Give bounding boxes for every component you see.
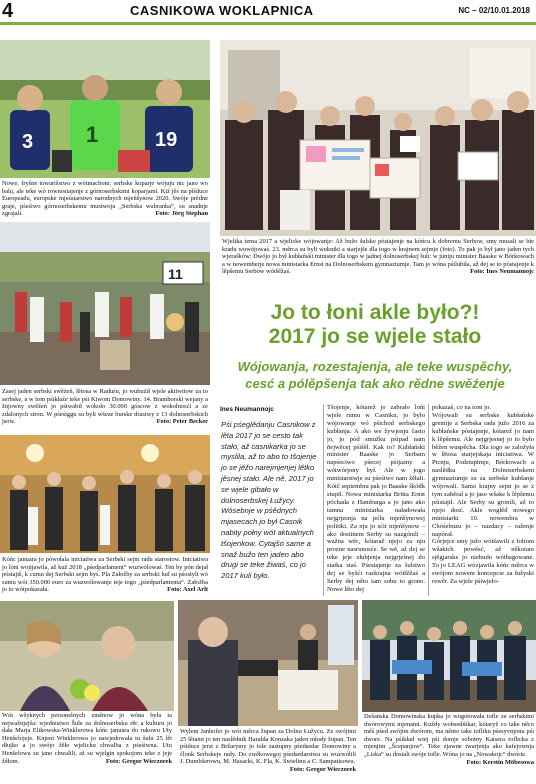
column-divider bbox=[428, 404, 429, 596]
mayor-credit: Foto: Gregor Wieczorek bbox=[289, 765, 356, 773]
subhead-line2: cesć a pólěpšenja tak ako rědne swěźenje bbox=[245, 376, 505, 391]
women-caption-text: Wót wšyknych personelnych změnow jo wóna była ta nejwažnjejša: wjednistwo Šule za dolnoserbsku rěc a kulturu jo dała Marja Elikowska-Winklerowa kóńc januara do rukowu Uty Henšelojeje. Knjeni Winklerowa jo nawjedowała tu šulu 25 lět dłujko a jo swójo žěło wjelicku chwalba z pśeśiwna. Utu Henšelowu su jano chwalili, až su wjelgin spokojom teke z jeje žěłom. bbox=[2, 712, 172, 765]
svg-text:11: 11 bbox=[168, 266, 183, 282]
award-caption bbox=[222, 238, 534, 276]
honor-caption bbox=[2, 556, 208, 594]
subhead-line1: Wójowanja, rozestajenja, ale teke wuspěchy, bbox=[237, 359, 513, 374]
award-credit: Foto: Ines Neumannojc bbox=[470, 268, 534, 276]
article-column-2: pokazaś, co na tom jo. Wójowali su serbske kubłańske gremije a Serbska rada južo 2016 za kubłańske póstajenje, kótarež jo nam k lěpšemu. Ale nejgrjesnej jo to było běžen wuspěcha. Dla togo se založyła w lětosa starjejskaja iniciatiwa. W Picnju, Podstupimje, Bórkowach a naslědku na Dolnoserbskem gymnaziumje su za serbske kubłanje wójowali. Samo krajny sejm jo se z tym zaběrał a jo jaso wšake k lěpšemu pśistajił. Ale Serby su gronili, až to njejo dosć. Akle wogłěd nowego ministarki 10. nowembra w Chóśebuzu jo – nazdacy – raženje napórał. Górjejce smy južo wótšawili z foltom wšakich powěsć, až někotare sjěgjarske jo niebudo wótbagowane. To jo LEAG wózjawiła kóńc měrca w swójom nowem koncepcie za łužyski rewěr. Za wjele pśiwjeło- bbox=[432, 404, 534, 585]
article-byline: Ines Neumannojc bbox=[220, 406, 274, 413]
festival-caption-text: Zasej jaden serbski swěźeń, lětosa w Raduśu, jo wubuźił wjele aktiwitow za to serbske, a w tom pśikłaźe teke pśi Kiwom Domowiny. 14. Bramborski wejany a žnjowny swěźeń jo pśiwabił wokoło 30.000 góscow z wokolnosći a ze zdalonych stron. W pśeśiggu su byli wšeze burske drastwy z 13 dolnoserbskich jsow. bbox=[2, 388, 208, 426]
header-rule bbox=[0, 22, 536, 25]
band-photo bbox=[362, 600, 536, 712]
svg-text:1: 1 bbox=[86, 122, 99, 147]
article-lead: Pśi pśeglědanju Casnikow z lěta 2017 jo se cesto tak stało, až casnikarka jo se myslila, až to abo to tšojenje jo se jěžo narejmjenjej lětko jěsnej stało. Ale ně, 2017 jo se wjele gibało w dolnoserbskej Łužycy. Wósebnje w pśědnych mjasecach jo był Casnik nabity połny wót aktualnych tšojenkow. Cytajšo same a snaž bužo ten jaden abo drugi se teke žiwaś, co jo 2017 kuli było. bbox=[221, 420, 317, 581]
honor-credit: Foto: Axel Arlt bbox=[167, 586, 208, 594]
mayor-photo bbox=[178, 600, 358, 726]
mayor-caption-text: Wylem Janhofer jo wót měrca župan za Dolnu Łužycu. Ze swójimi 25 lětami jo ten naslědnik Haralda Konzaka jaden młody župan. Ten pśiduce jerst z Bržarymy jo tole zastupny pśedsedar Domowiny a člonk Serbskeje rady. Do zwěkowegoj pśedsedarstwa su wuzwólili J. Dumbšerowu, M. Hasacki, K. Fla, K. Świelinu a C. Sampatisowu. bbox=[180, 728, 356, 766]
band-credit: Foto: Kerstin Möbesowa bbox=[466, 758, 534, 766]
women-caption bbox=[2, 712, 172, 765]
award-caption-text: Wjelika tema 2017 a wjelicke wójowanje: Až bužo šulske póstajenje na kóńcu k dobremu Serbow, smy musali se bie kradu wuwójowaś. 23. měrca su byli wukniki a starjejše dla togo w krajnem sejmje (foto). To pak jo był jano jaden tych wjerašków: Dwójo jo był kubłański minister dla togo w jadnej dolnoserbskej šuli: w juniju minister Baaske w Bórkowach a w nowemberje nowa ministarka Ernst na Dolnoserbskem gymnaziumje. Tam jo wóna pśilubiła, až dej se to póstajenje k lěpšemu Serbow wótšěžaś. bbox=[222, 238, 534, 276]
football-photo bbox=[0, 40, 210, 178]
issue-label: NC – 02/10.01.2018 bbox=[458, 6, 530, 15]
football-caption-text: Nowe, fryšne towarišstwo z wótmachom: serbske koparje wójuju nic jano wo balu, ale teke wó rownostajenje z górnoserbskimi koparjami. Kiź jěs na píšduce Europeadu, europske mjeśstarstwo narodnych mjeńšynow 2020. Swóje prědne graje, pśeśiwo górnoserbskemu mustwoju „Serbska wubranka“, su snadnje zgrajali. bbox=[2, 180, 208, 218]
honor-caption-text: Kóńc januara jo pówołala iniciatiwa za Serbski sejm radu starostow. Iniciatiwa jo lóni wojijawila, až kuž 2018 „pśedparlament“ wuzwólowaś. Ten by pón dejał póstajiš, k cumu dej Serbski sejm byś. Pla Załožby za serbski lud su pśostyli wó sumu wót 350.000 euro za wuzwólowanje teje togo „pśedparlamenta“. Załožba jo to wótpokazała. bbox=[2, 556, 208, 594]
masthead-title: CASNIKOWA WOKLAPNICA bbox=[130, 3, 314, 18]
headline-line1: Jo to łoni akle było?! bbox=[270, 301, 480, 324]
svg-text:19: 19 bbox=[155, 129, 178, 151]
award-photo bbox=[220, 40, 536, 236]
football-credit: Foto: Jörg Stephan bbox=[155, 210, 208, 218]
festival-photo bbox=[0, 222, 210, 385]
mayor-caption bbox=[180, 728, 356, 774]
page-header bbox=[0, 0, 536, 22]
svg-text:3: 3 bbox=[22, 131, 34, 153]
column-divider bbox=[323, 404, 324, 596]
headline-line2: 2017 jo se wjele stało bbox=[268, 325, 482, 348]
football-caption bbox=[2, 180, 208, 218]
women-photo bbox=[0, 601, 174, 711]
article-column-1: Tšojenje, kótarež jo zabrało lońi wjele rumu w Casniku, jo było wójowanje wó pśichod serbskego kubłanja. A ako we žywjenju často jo, jo pód smužku pśipad nam ňejwěcej pśišěł. Kak to? Kubłański minister Baaske jo Serbam napśeciwo pśecej pśijazny a wótwórjony był. Ale w jogo ministarstwje su pśeśiwo nam žěłali. Kótč septembra pak jo Baaske škódk stupil. Nowa ministarka Britta Ernst póchada z Hamburga a jo jano ako tamna ministarka naładowała nejgrjesnja na pólu mjeńšynowej politiki. Za nju jo sćit mjeńšynow – ako dostinem Serby su nazgónili – wažna wěc, kótaraž njejo za nju prozne nasrunosće. Se wě, až dej se teke jeje złubjenja nejgrješnej do statka staś. Pśestajenje za šulstwo dej se byšći razkrajna wótšěžaś a Serby dej něto tam sobu to grono. Nowe lěto dej bbox=[327, 404, 425, 593]
band-caption bbox=[364, 713, 534, 766]
page-number: 4 bbox=[2, 0, 14, 22]
festival-credit: Foto: Peter Becker bbox=[156, 418, 208, 426]
women-credit: Foto: Gregor Wieczorek bbox=[105, 757, 172, 765]
band-caption-text: Dešańska Domowinska kupka jo wugotowała tofle ze serbskimi dwórowymi mjenami. Kuždy wobsedńikar, kótaryž co take něco měś pśed swójim dwórom, ma něnto take tofliku pśesyvnjonu pśi dwore. Na pśikład wiej pśi domje sobotny Kaisera toflicka z mjenjim „Šcepanjow“. Teke zjawne twarjenja ako kafejownja „Liska“ su dostali swóje tofle. Wóna jo na „Nowakojc“ dwórie. bbox=[364, 713, 534, 758]
festival-caption bbox=[2, 388, 208, 426]
honor-photo bbox=[0, 435, 210, 553]
